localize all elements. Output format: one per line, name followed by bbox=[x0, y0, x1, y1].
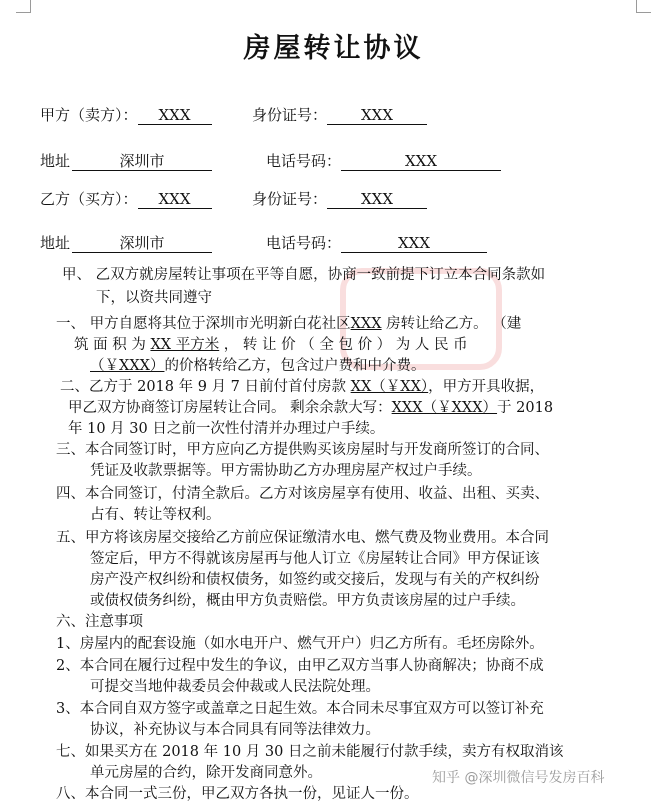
clause-1-price-value: （￥XXX） bbox=[90, 358, 165, 374]
page-corner-mark-left bbox=[16, 0, 31, 13]
seller-phone-field bbox=[266, 150, 501, 171]
seller-id-field bbox=[252, 104, 427, 125]
clause-5-line-3: 房产没产权纠纷和债权债务，如签约或交接后，发现与有关的产权纠纷 bbox=[90, 572, 540, 588]
buyer-phone-value: XXX bbox=[341, 234, 487, 253]
seller-id-label: 身份证号： bbox=[252, 106, 328, 124]
buyer-phone-field bbox=[266, 232, 487, 253]
clause-7-line-2: 单元房屋的合约，除开发商同意外。 bbox=[90, 765, 322, 781]
buyer-address-field bbox=[40, 232, 212, 253]
preamble-line-1: 甲、 乙双方就房屋转让事项在平等自愿，协商一致前提下订立本合同条款如 bbox=[62, 267, 546, 283]
clause-7-line-1: 七、如果买方在 2018 年 10 月 30 日之前未能履行付款手续，卖方有权取消该 bbox=[56, 744, 564, 760]
buyer-phone-label: 电话号码： bbox=[266, 234, 342, 252]
note-3-line-2: 协议，补充协议与本合同具有同等法律效力。 bbox=[90, 722, 380, 738]
clause-4-line-2: 占有、转让等权利。 bbox=[90, 507, 221, 523]
clause-3-line-2: 凭证及收款票据等。甲方需协助乙方办理房屋产权过户手续。 bbox=[90, 463, 482, 479]
clause-5-line-2: 签定后，甲方不得就该房屋再与他人订立《房屋转让合同》甲方保证该 bbox=[90, 551, 540, 567]
page-corner-mark-right bbox=[636, 0, 651, 13]
clause-8-line-1: 八、本合同一式三份，甲乙双方各执一份，见证人一份。 bbox=[56, 786, 419, 802]
clause-2-line-2: 甲乙双方协商签订房屋转让合同。 剩余余款大写：XXX（￥XXX）于 2018 bbox=[68, 400, 554, 416]
note-3-line-1: 3、本合同自双方签字或盖章之日起生效。本合同未尽事宜双方可以签订补充 bbox=[56, 701, 544, 717]
document-title: 房屋转让协议 bbox=[243, 33, 424, 64]
seller-field bbox=[40, 104, 212, 125]
seller-address-label: 地址 bbox=[40, 152, 71, 170]
note-1-line-1: 1、房屋内的配套设施（如水电开户、燃气开户）归乙方所有。毛坯房除外。 bbox=[56, 636, 544, 652]
buyer-id-field bbox=[252, 188, 427, 209]
clause-5-line-1: 五、甲方将该房屋交接给乙方前应保证缴清水电、燃气费及物业费用。本合同 bbox=[56, 530, 549, 546]
clause-2-line-1: 二、乙方于 2018 年 9 月 7 日前付首付房款 XX（￥XX），甲方开具收据， bbox=[60, 379, 545, 395]
preamble-line-2: 下，以资共同遵守 bbox=[96, 290, 212, 306]
seller-address-field bbox=[40, 150, 212, 171]
buyer-label: 乙方（买方）： bbox=[40, 190, 138, 208]
clause-1-room-value: XXX bbox=[350, 316, 382, 332]
clause-1-line-3: （￥XXX）的价格转给乙方，包含过户费和中介费。 bbox=[90, 358, 426, 374]
clause-3-line-1: 三、本合同签订时，甲方应向乙方提供购买该房屋时与开发商所签订的合同、 bbox=[56, 442, 549, 458]
seller-phone-value: XXX bbox=[341, 152, 501, 171]
clause-6-heading: 六、注意事项 bbox=[56, 614, 143, 630]
buyer-id-label: 身份证号： bbox=[252, 190, 328, 208]
clause-2-line-3: 年 10 月 30 日之前一次性付清并办理过户手续。 bbox=[68, 421, 385, 437]
clause-1-area-value: XX 平方米 bbox=[150, 337, 220, 353]
clause-2-balance-value: XXX（￥XXX） bbox=[391, 400, 498, 416]
clause-4-line-1: 四、本合同签订，付清全款后。乙方对该房屋享有使用、收益、出租、买卖、 bbox=[56, 486, 549, 502]
buyer-address-label: 地址 bbox=[40, 234, 71, 252]
seller-address-value: 深圳市 bbox=[72, 152, 212, 171]
clause-1-line-1: 一、 甲方自愿将其位于深圳市光明新白花社区XXX 房转让给乙方。 （建 bbox=[56, 316, 522, 332]
source-watermark: 知乎 @深圳微信号发房百科 bbox=[432, 770, 605, 786]
clause-5-line-4: 或债权债务纠纷，概由甲方负责赔偿。甲方负责该房屋的过户手续。 bbox=[90, 593, 525, 609]
buyer-address-value: 深圳市 bbox=[72, 234, 212, 253]
seller-value: XXX bbox=[138, 106, 212, 125]
clause-2-downpayment-value: XX（￥XX） bbox=[350, 379, 429, 395]
seller-label: 甲方（卖方）： bbox=[40, 106, 138, 124]
seller-phone-label: 电话号码： bbox=[266, 152, 342, 170]
note-2-line-2: 可提交当地仲裁委员会仲裁或人民法院处理。 bbox=[90, 679, 380, 695]
note-2-line-1: 2、本合同在履行过程中发生的争议，由甲乙双方当事人协商解决；协商不成 bbox=[56, 658, 544, 674]
buyer-id-value: XXX bbox=[327, 190, 427, 209]
clause-1-line-2: 筑 面 积 为 XX 平方米 ， 转 让 价 （ 全 包 价 ） 为 人 民 币 bbox=[74, 337, 468, 353]
buyer-field bbox=[40, 188, 212, 209]
seller-id-value: XXX bbox=[327, 106, 427, 125]
buyer-value: XXX bbox=[138, 190, 212, 209]
